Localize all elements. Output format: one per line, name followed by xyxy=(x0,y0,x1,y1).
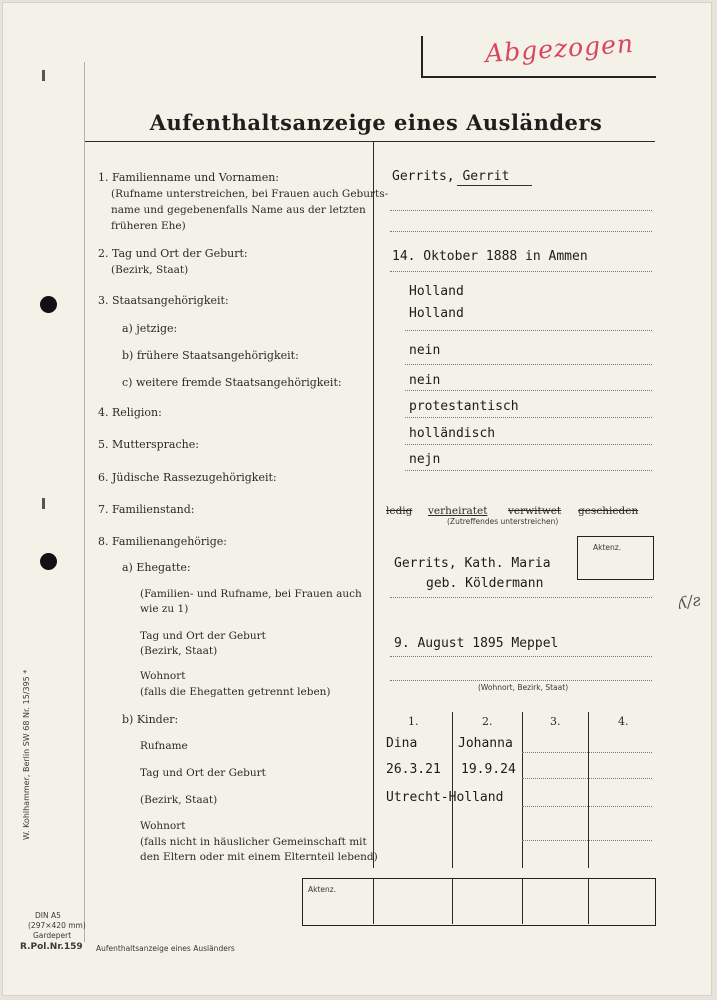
label-child-birth: Tag und Ort der Geburt xyxy=(140,767,266,779)
value-former-nationality: nein xyxy=(409,343,441,358)
label-children: b) Kinder: xyxy=(122,713,179,726)
status-divorced: geschieden xyxy=(578,505,639,517)
column-divider xyxy=(373,141,374,868)
label-nationality-other: c) weitere fremde Staatsangehörigkeit: xyxy=(122,376,342,389)
child-2-name: Johanna xyxy=(458,736,513,751)
dotted-line xyxy=(390,210,652,211)
dotted-line xyxy=(405,417,652,418)
footer-din: DIN A5 xyxy=(35,911,61,920)
dotted-line xyxy=(405,330,652,331)
dotted-line xyxy=(390,271,652,272)
aktenz-label: Aktenz. xyxy=(308,885,337,894)
label-child-residence: Wohnort xyxy=(140,820,186,832)
label-spouse-hint: wie zu 1) xyxy=(140,603,189,615)
label-birth-hint: (Bezirk, Staat) xyxy=(111,264,189,276)
value-religion: protestantisch xyxy=(409,399,519,414)
margin-line xyxy=(84,62,85,942)
bottom-box xyxy=(302,878,656,926)
dotted-line xyxy=(405,364,652,365)
label-family-name-hint: name und gegebenenfalls Name aus der letzten xyxy=(111,204,366,216)
dotted-line xyxy=(405,470,652,471)
dotted-line xyxy=(405,390,652,391)
table-line xyxy=(522,712,523,868)
dotted-line xyxy=(390,680,652,681)
child-birthplace: Utrecht-Holland xyxy=(386,790,504,805)
label-nationality: 3. Staatsangehörigkeit: xyxy=(98,294,229,307)
place-hint: (Wohnort, Bezirk, Staat) xyxy=(478,683,569,692)
label-child-name: Rufname xyxy=(140,740,188,752)
footer-form-title: Aufenthaltsanzeige eines Ausländers xyxy=(96,944,235,953)
value-nationality-1: Holland xyxy=(409,284,464,299)
value-birth: 14. Oktober 1888 in Ammen xyxy=(392,249,588,264)
status-hint: (Zutreffendes unterstreichen) xyxy=(447,517,559,526)
child-col-header: 3. xyxy=(550,715,561,728)
label-spouse-residence: Wohnort xyxy=(140,670,186,682)
label-race: 6. Jüdische Rassezugehörigkeit: xyxy=(98,471,277,484)
footer-form-number: R.Pol.Nr.159 xyxy=(20,942,83,952)
label-spouse: a) Ehegatte: xyxy=(122,561,191,574)
label-child-residence-hint: den Eltern oder mit einem Elternteil lebend) xyxy=(140,851,378,863)
label-spouse-birth-hint: (Bezirk, Staat) xyxy=(140,645,218,657)
table-line xyxy=(373,878,374,924)
child-1-name: Dina xyxy=(386,736,418,751)
label-spouse-birth: Tag und Ort der Geburt xyxy=(140,630,266,642)
label-spouse-residence-hint: (falls die Ehegatten getrennt leben) xyxy=(140,686,331,698)
label-family-members: 8. Familienangehörige: xyxy=(98,535,227,548)
rufname-underline xyxy=(457,185,532,186)
label-family-name-hint: früheren Ehe) xyxy=(111,220,186,232)
label-family-status: 7. Familienstand: xyxy=(98,503,195,516)
form-title: Aufenthaltsanzeige eines Ausländers xyxy=(149,110,603,135)
child-col-header: 1. xyxy=(408,715,419,728)
dotted-line xyxy=(522,778,652,779)
value-spouse-name: Gerrits, Kath. Maria xyxy=(394,556,551,571)
label-child-birth-hint: (Bezirk, Staat) xyxy=(140,794,218,806)
status-single: ledig xyxy=(386,505,413,517)
table-line xyxy=(588,712,589,868)
footer-paper: Gardepert xyxy=(33,931,72,940)
label-nationality-former: b) frühere Staatsangehörigkeit: xyxy=(122,349,299,362)
header-rule xyxy=(85,141,655,142)
value-race: nejn xyxy=(409,452,441,467)
child-col-header: 4. xyxy=(618,715,629,728)
handwritten-stamp: Abgezogen xyxy=(484,28,635,69)
status-widowed: verwitwet xyxy=(508,505,562,517)
child-1-birth: 26.3.21 xyxy=(386,762,441,777)
child-2-birth: 19.9.24 xyxy=(461,762,516,777)
label-nationality-current: a) jetzige: xyxy=(122,322,178,335)
dotted-line xyxy=(405,444,652,445)
label-birth: 2. Tag und Ort der Geburt: xyxy=(98,247,248,260)
handwritten-mark: ʎ/ƨ xyxy=(676,590,703,613)
dotted-line xyxy=(390,656,652,657)
printer-imprint: W. Kohlhammer, Berlin SW 68 Nr. 15/395 * xyxy=(22,669,31,840)
punch-hole xyxy=(40,296,57,313)
value-spouse-birth: 9. August 1895 Meppel xyxy=(394,636,559,651)
punch-hole xyxy=(40,553,57,570)
table-line xyxy=(522,878,523,924)
value-spouse-maiden: geb. Köldermann xyxy=(426,576,544,591)
dotted-line xyxy=(522,752,652,753)
value-name: Gerrits, Gerrit xyxy=(392,169,510,184)
aktenz-label: Aktenz. xyxy=(593,543,622,552)
table-line xyxy=(452,878,453,924)
label-child-residence-hint: (falls nicht in häuslicher Gemeinschaft mit xyxy=(140,836,367,848)
margin-mark xyxy=(42,70,45,81)
dotted-line xyxy=(522,840,652,841)
dotted-line xyxy=(522,806,652,807)
status-married: verheiratet xyxy=(428,505,488,517)
value-other-nationality: nein xyxy=(409,373,441,388)
dotted-line xyxy=(390,231,652,232)
table-line xyxy=(588,878,589,924)
child-col-header: 2. xyxy=(482,715,493,728)
label-family-name-hint: (Rufname unterstreichen, bei Frauen auch Geburts- xyxy=(111,188,389,200)
label-religion: 4. Religion: xyxy=(98,406,162,419)
label-language: 5. Muttersprache: xyxy=(98,438,199,451)
label-family-name: 1. Familienname und Vornamen: xyxy=(98,171,279,184)
dotted-line xyxy=(390,597,652,598)
value-language: holländisch xyxy=(409,426,496,441)
label-spouse-hint: (Familien- und Rufname, bei Frauen auch xyxy=(140,588,362,600)
margin-mark xyxy=(42,498,45,509)
value-nationality-2: Holland xyxy=(409,306,464,321)
footer-size: (297×420 mm) xyxy=(28,921,86,930)
